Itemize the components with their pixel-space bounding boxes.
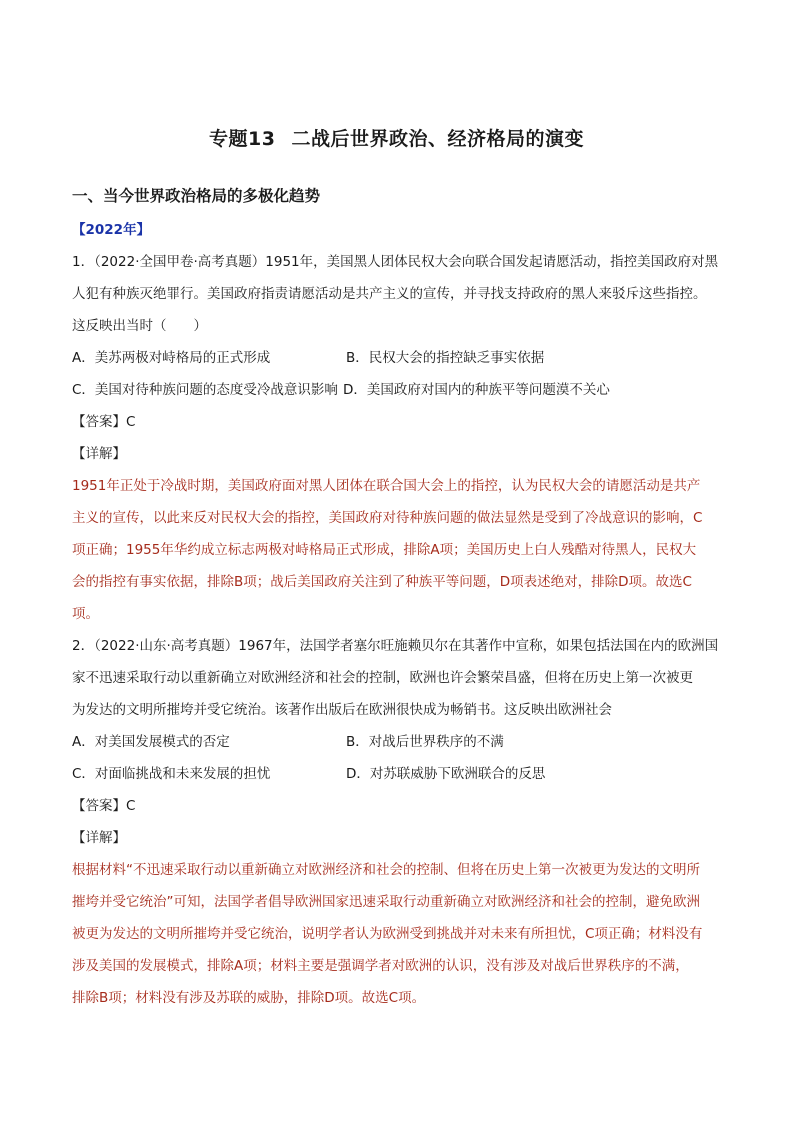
q1-detail-line-3: 项正确；1955年华约成立标志两极对峙格局正式形成，排除A项；美国历史上白人残酷对待黑人，民权大 xyxy=(72,542,697,558)
q2-stem-line-2: 家不迅速采取行动以重新确立对欧洲经济和社会的控制，欧洲也许会繁荣昌盛，但将在历史上第一次被更 xyxy=(72,670,693,686)
section-heading: 一、当今世界政治格局的多极化趋势 xyxy=(72,187,321,205)
q2-detail-line-5: 排除B项；材料没有涉及苏联的威胁，排除D项。故选C项。 xyxy=(72,990,426,1006)
q1-detail-label: 【详解】 xyxy=(72,446,126,462)
q1-option-d: D．美国政府对国内的种族平等问题漠不关心 xyxy=(343,382,610,398)
q2-option-b: B．对战后世界秩序的不满 xyxy=(346,734,504,750)
q1-stem-line-1: 1．（2022·全国甲卷·高考真题）1951年，美国黑人团体民权大会向联合国发起请愿活动，指控美国政府对黑 xyxy=(72,254,719,270)
q2-option-d: D．对苏联威胁下欧洲联合的反思 xyxy=(346,766,546,782)
q2-detail-line-4: 涉及美国的发展模式，排除A项；材料主要是强调学者对欧洲的认识，没有涉及对战后世界秩序的不满， xyxy=(72,958,689,974)
q2-option-c: C．对面临挑战和未来发展的担忧 xyxy=(72,766,271,782)
q1-option-c: C．美国对待种族问题的态度受冷战意识影响 xyxy=(72,382,338,398)
q1-stem-line-3: 这反映出当时（ ） xyxy=(72,318,207,334)
q1-stem-line-2: 人犯有种族灭绝罪行。美国政府指责请愿活动是共产主义的宣传，并寻找支持政府的黑人来驳斥这些指控。 xyxy=(72,286,707,302)
q1-option-b: B．民权大会的指控缺乏事实依据 xyxy=(346,350,545,366)
q1-detail-line-5: 项。 xyxy=(72,606,99,622)
page-title xyxy=(0,124,793,151)
q2-detail-line-1: 根据材料“不迅速采取行动以重新确立对欧洲经济和社会的控制、但将在历史上第一次被更为发达的文明所 xyxy=(72,862,700,878)
q2-stem-line-3: 为发达的文明所摧垮并受它统治。该著作出版后在欧洲很快成为畅销书。这反映出欧洲社会 xyxy=(72,702,612,718)
q2-detail-line-3: 被更为发达的文明所摧垮并受它统治，说明学者认为欧洲受到挑战并对未来有所担忧，C项正确；材料没有 xyxy=(72,926,703,942)
q1-detail-line-1: 1951年正处于冷战时期，美国政府面对黑人团体在联合国大会上的指控，认为民权大会的请愿活动是共产 xyxy=(72,478,701,494)
q2-option-a: A．对美国发展模式的否定 xyxy=(72,734,230,750)
q2-detail-label: 【详解】 xyxy=(72,830,126,846)
q2-stem-line-1: 2．（2022·山东·高考真题）1967年，法国学者塞尔旺施赖贝尔在其著作中宣称，如果包括法国在内的欧洲国 xyxy=(72,638,719,654)
q2-answer: 【答案】C xyxy=(72,798,136,814)
title-text: 二战后世界政治、经济格局的演变 xyxy=(291,128,584,150)
q1-detail-line-2: 主义的宣传，以此来反对民权大会的指控，美国政府对待种族问题的做法显然是受到了冷战意识的影响，C xyxy=(72,510,703,526)
title-number: 专题13 xyxy=(209,128,276,150)
q1-detail-line-4: 会的指控有事实依据，排除B项；战后美国政府关注到了种族平等问题，D项表述绝对，排除D项。故选C xyxy=(72,574,692,590)
q2-detail-line-2: 摧垮并受它统治”可知，法国学者倡导欧洲国家迅速采取行动重新确立对欧洲经济和社会的控制，避免欧洲 xyxy=(72,894,700,910)
q1-answer: 【答案】C xyxy=(72,414,136,430)
q1-option-a: A．美苏两极对峙格局的正式形成 xyxy=(72,350,271,366)
year-tag: 【2022年】 xyxy=(72,222,151,238)
